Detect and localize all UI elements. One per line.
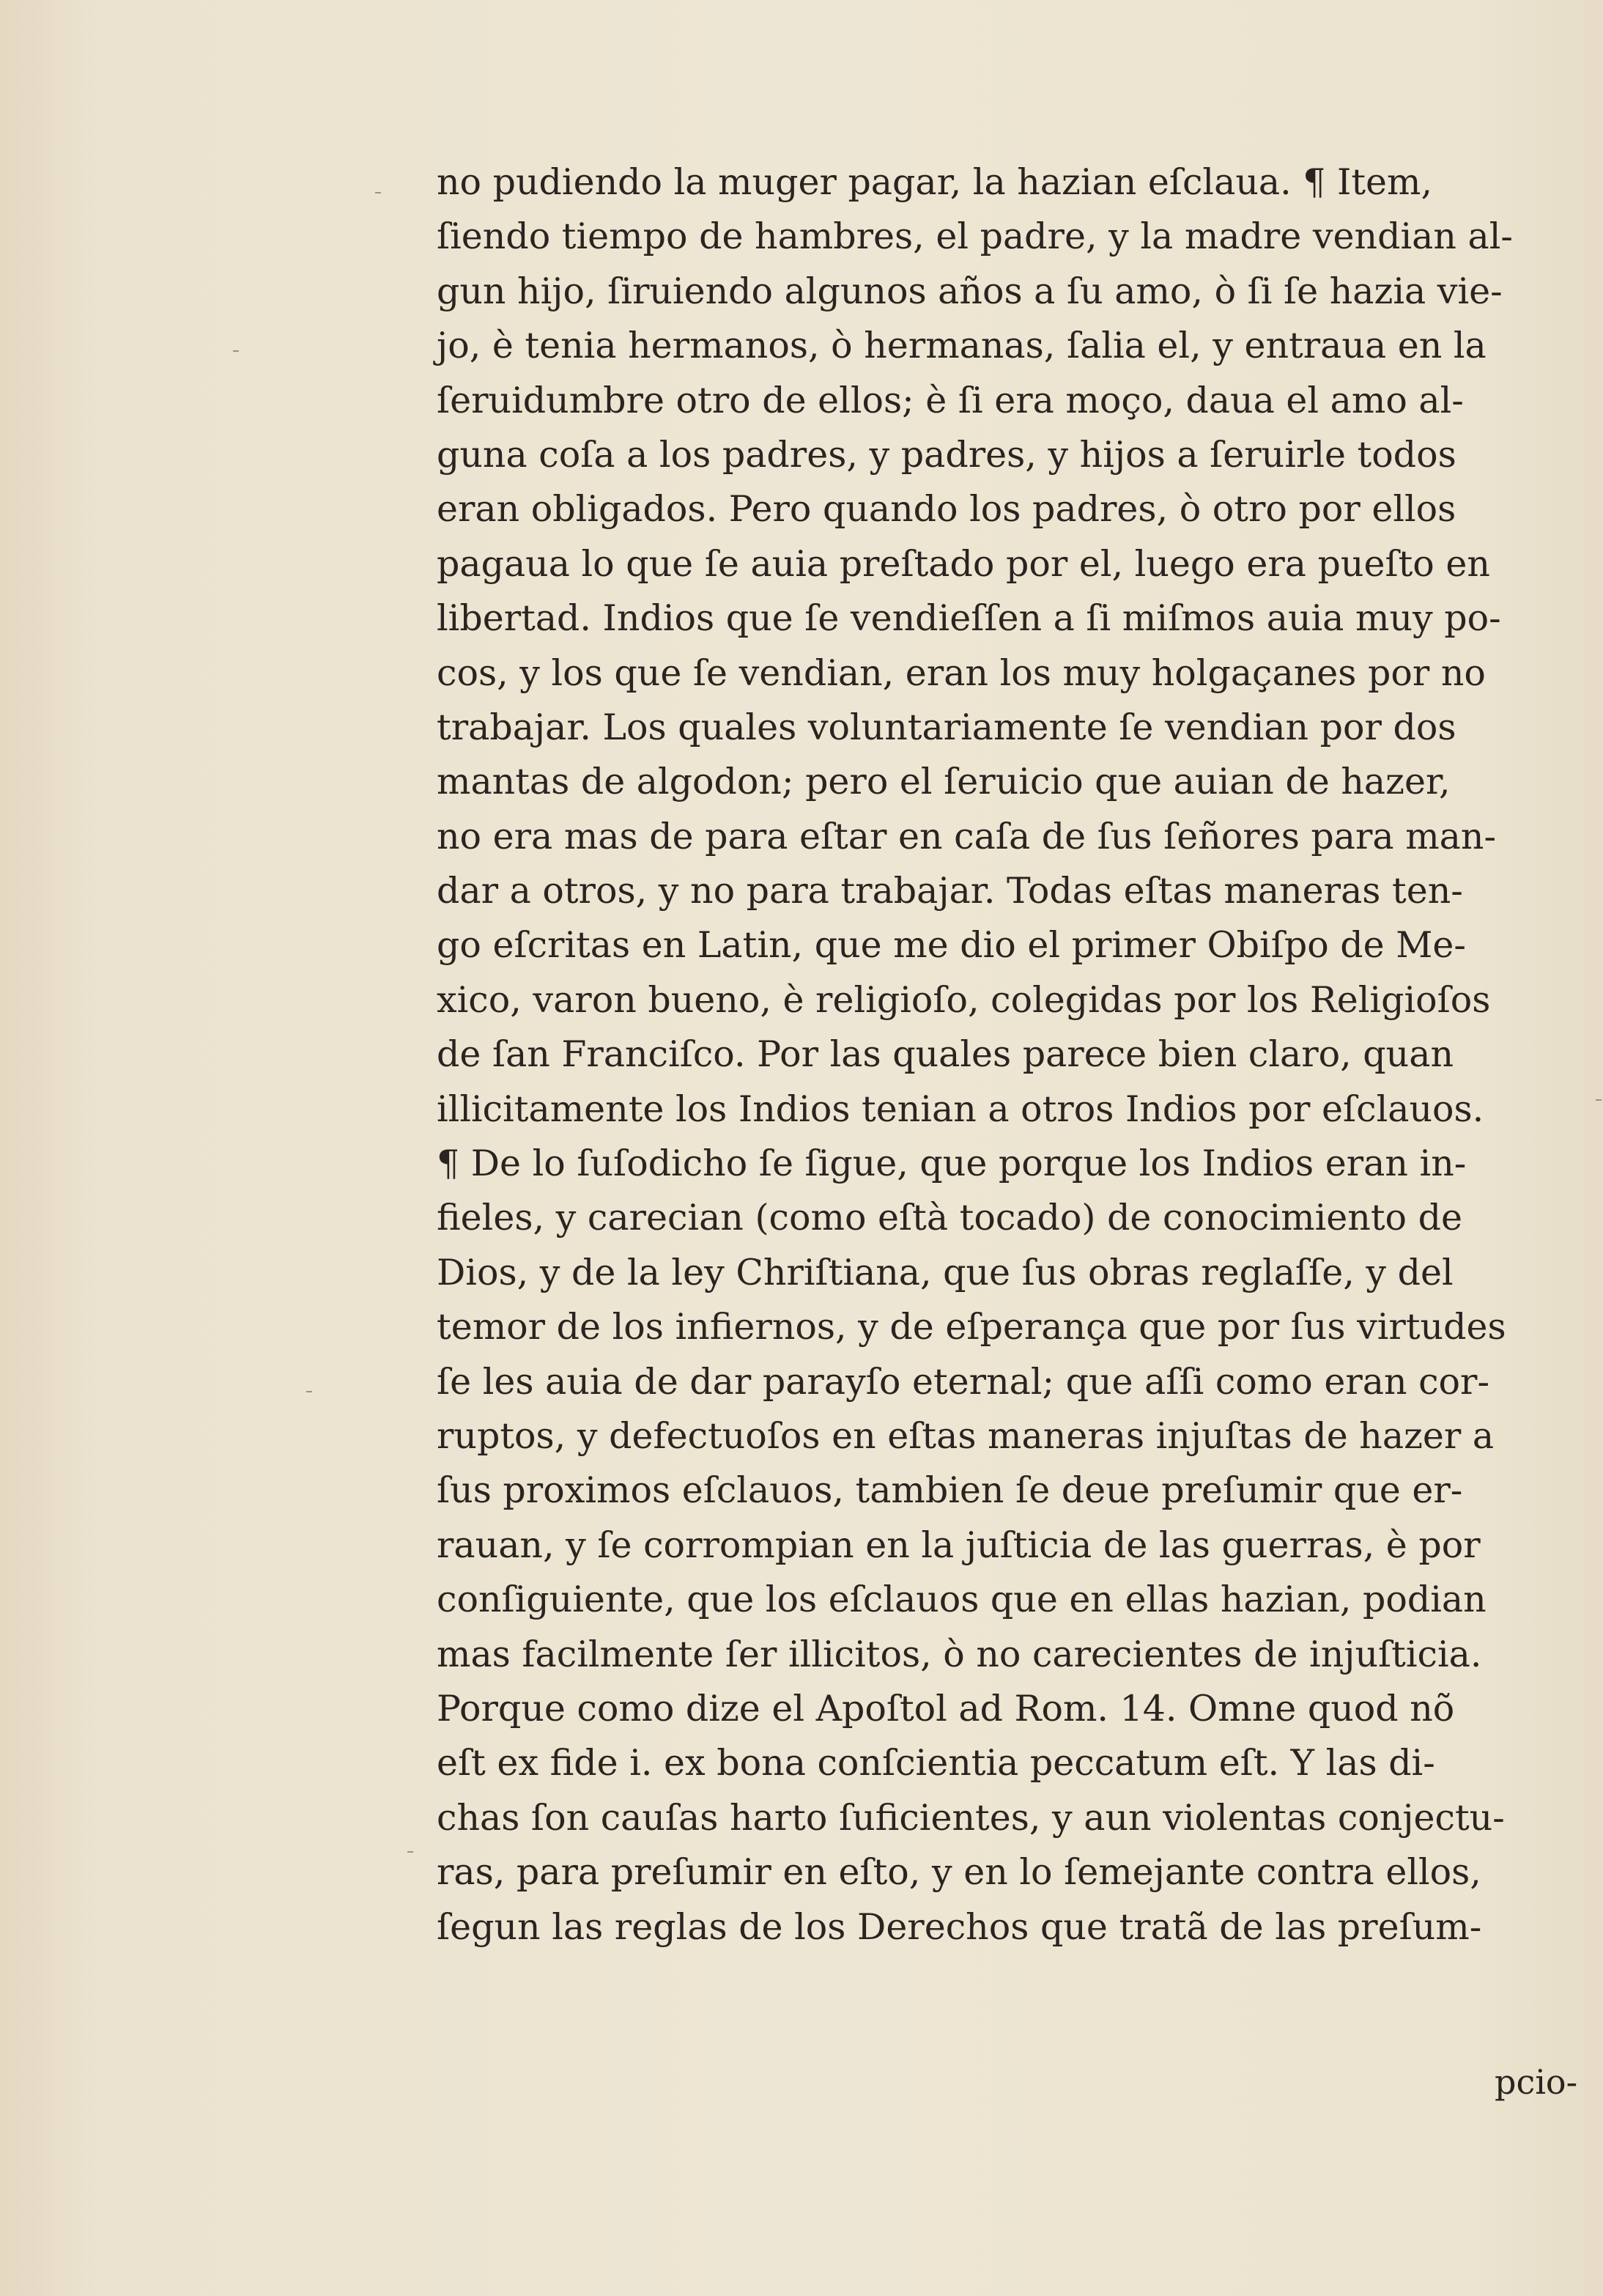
text-line: no era mas de para eſtar en caſa de ſus ſeñores para man- bbox=[437, 815, 1497, 857]
margin-mark bbox=[375, 192, 381, 193]
text-line: Dios, y de la ley Chriſtiana, que ſus obras reglaſſe, y del bbox=[437, 1251, 1454, 1293]
text-line: jo, è tenia hermanos, ò hermanas, ſalia el, y entraua en la bbox=[437, 325, 1487, 367]
text-line: Porque como dize el Apoſtol ad Rom. 14. Omne quod nõ bbox=[437, 1687, 1455, 1730]
body-text bbox=[437, 155, 1602, 1954]
text-line: libertad. Indios que ſe vendieſſen a ſi miſmos auia muy po- bbox=[437, 597, 1501, 640]
text-line: ſeruidumbre otro de ellos; è ſi era moço, daua el amo al- bbox=[437, 379, 1464, 421]
text-line: chas ſon cauſas harto ſuficientes, y aun violentas conjectu- bbox=[437, 1796, 1505, 1839]
text-line: trabajar. Los quales voluntariamente ſe vendian por dos bbox=[437, 706, 1456, 748]
text-line: ¶ De lo ſuſodicho ſe ſigue, que porque los Indios eran in- bbox=[437, 1143, 1467, 1185]
text-line: eran obligados. Pero quando los padres, ò otro por ellos bbox=[437, 488, 1456, 531]
text-line: eſt ex fide i. ex bona conſcientia peccatum eſt. Y las di- bbox=[437, 1742, 1435, 1784]
text-line: xico, varon bueno, è religioſo, colegidas por los Religioſos bbox=[437, 978, 1491, 1021]
text-line: temor de los infiernos, y de eſperança que por ſus virtudes bbox=[437, 1306, 1506, 1348]
text-line: fieles, y carecian (como eſtà tocado) de conocimiento de bbox=[437, 1197, 1462, 1239]
text-line: mas facilmente ſer illicitos, ò no carecientes de injuſticia. bbox=[437, 1633, 1482, 1675]
text-line: pagaua lo que ſe auia preſtado por el, luego era pueſto en bbox=[437, 542, 1490, 585]
text-line: rauan, y ſe corrompian en la juſticia de las guerras, è por bbox=[437, 1524, 1481, 1566]
text-line: ras, para preſumir en eſto, y en lo ſemejante contra ellos, bbox=[437, 1851, 1481, 1894]
text-line: ruptos, y defectuoſos en eſtas maneras injuſtas de hazer a bbox=[437, 1414, 1495, 1457]
text-line: illicitamente los Indios tenian a otros Indios por eſclauos. bbox=[437, 1088, 1484, 1130]
margin-mark bbox=[407, 1851, 413, 1853]
text-line: de ſan Franciſco. Por las quales parece bien claro, quan bbox=[437, 1033, 1454, 1076]
catchword: pcio- bbox=[1495, 2062, 1578, 2102]
text-line: dar a otros, y no para trabajar. Todas eſtas maneras ten- bbox=[437, 870, 1463, 912]
text-line: ſus proximos eſclauos, tambien ſe deue preſumir que er- bbox=[437, 1469, 1463, 1512]
text-line: cos, y los que ſe vendian, eran los muy holgaçanes por no bbox=[437, 651, 1486, 694]
margin-mark bbox=[306, 1391, 312, 1392]
text-line: conſiguiente, que los eſclauos que en ellas hazian, podian bbox=[437, 1579, 1487, 1621]
text-line: no pudiendo la muger pagar, la hazian eſclaua. ¶ Item, bbox=[437, 161, 1433, 203]
margin-mark bbox=[233, 350, 239, 352]
text-line: ſiendo tiempo de hambres, el padre, y la madre vendian al- bbox=[437, 215, 1513, 258]
text-line: mantas de algodon; pero el ſeruicio que auian de hazer, bbox=[437, 761, 1451, 803]
text-line: ſegun las reglas de los Derechos que tratã de las preſum- bbox=[437, 1905, 1482, 1948]
text-line: gun hijo, ſiruiendo algunos años a ſu amo, ò ſi ſe hazia vie- bbox=[437, 270, 1503, 312]
text-line: guna coſa a los padres, y padres, y hijos a ſeruirle todos bbox=[437, 433, 1456, 476]
text-line: ſe les auia de dar parayſo eternal; que aſſi como eran cor- bbox=[437, 1360, 1490, 1403]
text-line: go eſcritas en Latin, que me dio el primer Obiſpo de Me- bbox=[437, 924, 1466, 967]
